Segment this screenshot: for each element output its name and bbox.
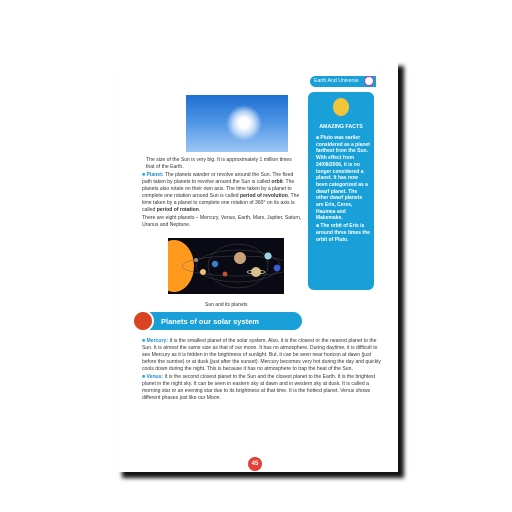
fact-item-1: Pluto was earlier considered as a planet farthest from the Sun. With effect from 24/08/2006, it is no longer considered a planet. It has now been categorized as a dwarf planet. The other dwarf planets are Eris, Ceres, Haumea and Makemake. [316,135,370,222]
chapter-icon [364,76,374,86]
bullet-icon: ■ [142,374,147,380]
venus-paragraph [142,374,382,402]
lightbulb-icon [333,98,349,116]
chapter-title: Earth And Universe [314,78,359,84]
planet-descriptions [142,338,382,403]
planet-venus [200,269,206,275]
orbit-term: orbit [271,179,283,185]
fact-item-2: The orbit of Eris is around three times the orbit of Pluto. [316,223,370,243]
solar-system-photo [168,238,284,294]
section-icon [132,310,154,332]
amazing-facts-text: ■ Pluto was earlier considered as a planet farthest from the Sun. With effect from 24/08/2006, it is no longer considered a planet. It has now been categorized as a dwarf planet. The other dwarf planets are Eris, Ceres, Haumea and Makemake. ■ The orbit of Eris is around three times the orbit of Pluto. [316,135,370,243]
planet-text-3: . The time taken by a planet to complete one rotation of 360° on its axis is called [142,193,300,213]
planet-text-4: . [198,207,201,213]
mercury-term: Mercury: [146,338,169,344]
revolution-term: period of revolution [239,193,288,199]
planet-definition [142,172,304,230]
amazing-facts-title: AMAZING FACTS [319,124,363,130]
venus-text: It is the second closest planet to the Sun and the closest planet to the Earth. It is the brightest planet in the night sky. It can be seen in eastern sky at dawn and in western sky at dusk. It is called a morning star or an evening star due to its brightness at that time. It is the hottest planet. Venus shows different phases just like our Moon. [142,374,376,401]
planet-earth [212,261,218,267]
sun-size-text: The size of the Sun is very big. It is approximately 1 million times that of the Earth. [146,157,292,170]
venus-term: Venus: [146,374,164,380]
mercury-text: It is the smallest planet of the solar system. Also, it is the closest or the nearest planet to the Sun. It is almost the same size as that of our moon. It has no atmosphere. During daytime, it is difficult to see Mercury as it is hidden in the brightness of sunlight. But, it can be seen near horizon at dawn (just before the sunrise) or at dusk (just after the sunset). Mercury becomes very hot during the day and quickly cools down during the night. This is because it has no atmosphere to trap the heat of the Sun. [142,338,381,372]
planet-saturn [251,267,261,277]
bullet-icon: ■ [142,338,147,344]
sun-shape [168,240,194,292]
rotation-term: period of rotation [156,207,199,213]
sun-icon [226,105,262,141]
planet-mercury [194,258,198,262]
planet-text-2: . The planets also rotate on their own axis. The time taken by a planet to complete one rotation around Sun is called [142,179,295,199]
bullet-icon: ■ [142,172,147,178]
planet-text-1: The planets wander or revolve around the Sun. The fixed path taken by planets to revolve around the Sun is called [142,172,294,185]
page-number: 45 [248,457,262,471]
section-title: Planets of our solar system [161,317,259,326]
planet-term: Planet: [146,172,164,178]
planet-mars [223,272,228,277]
sun-photo [186,95,288,152]
planet-neptune [274,265,281,272]
planet-list-text: There are eight planets – Mercury, Venus, Earth, Mars, Jupiter, Saturn, Uranus and Neptune. [142,215,302,228]
mercury-paragraph [142,338,382,373]
solar-system-illustration [168,238,284,294]
planet-jupiter [234,252,246,264]
photo-caption: Sun and its planets [205,302,248,308]
planet-uranus [264,252,271,259]
